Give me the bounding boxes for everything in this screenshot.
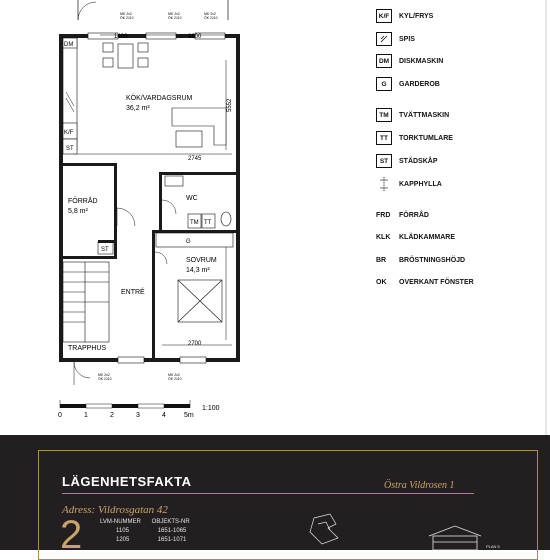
room-storage-area: 5,8 m² (68, 208, 88, 215)
legend-item (376, 53, 443, 69)
window-label: MK 2x2 (168, 12, 180, 16)
legend-item (376, 252, 465, 268)
room-kitchen-name: KÖK/VARDAGSRUM (126, 95, 193, 102)
facts-table (100, 519, 190, 546)
legend-abbr: KLK (376, 233, 391, 241)
table-header-cell: LVM-NUMMER (100, 519, 141, 525)
legend-label: FÖRRÅD (399, 211, 429, 219)
scale-bar (60, 400, 190, 408)
legend-label: TVÄTTMASKIN (399, 111, 450, 119)
window-label: MK 2x2 (98, 373, 110, 377)
dimension-label: 5552 (227, 98, 233, 112)
table-header-cell: OBJEKTS-NR (151, 519, 190, 525)
table-cell: 1651-1065 (157, 528, 187, 534)
legend-label: KYL/FRYS (399, 12, 434, 20)
project-name: Östra Vildrosen 1 (384, 480, 455, 491)
legend-label: KAPPHYLLA (399, 180, 442, 188)
legend-item (376, 207, 429, 223)
legend-label: DISKMASKIN (399, 57, 444, 65)
address: Adress: Vildrosgatan 42 (62, 504, 168, 516)
scale-tick: 2 (110, 412, 114, 419)
room-entrance-name: ENTRÉ (121, 289, 145, 296)
room-wc-name: WC (186, 195, 198, 202)
legend-item (376, 153, 438, 169)
bed (178, 280, 222, 322)
table-header (100, 519, 190, 528)
coat-rack-icon (376, 177, 392, 191)
room-count: 2 (60, 513, 83, 557)
legend-abbr: BR (376, 256, 387, 264)
legend-abbr: OK (376, 278, 387, 286)
staircase (63, 262, 109, 342)
window-label: MK 2x2 (120, 12, 132, 16)
legend-item (376, 176, 442, 192)
legend-item (376, 229, 455, 245)
table-cell: 1205 (116, 537, 130, 543)
legend-item (376, 76, 440, 92)
tag-g: G (186, 239, 191, 245)
scale-tick: 3 (136, 412, 140, 419)
legend-item (376, 130, 453, 146)
window-label: ÖK 2110 (120, 16, 134, 20)
tag-st: ST (66, 146, 74, 152)
scale-tick: 5m (184, 412, 194, 419)
room-kitchen-area: 36,2 m² (126, 105, 150, 112)
window-label: MK 2x2 (168, 373, 180, 377)
scale-tick: 4 (162, 412, 166, 419)
window-label: ÖK 2110 (98, 377, 112, 381)
building-icon (425, 522, 485, 550)
facts-divider (62, 493, 474, 494)
legend-box: TM (376, 108, 392, 122)
tag-dm: DM (64, 42, 74, 48)
tag-kf: K/F (64, 130, 74, 136)
legend-label: KLÄDKAMMARE (399, 233, 455, 241)
dimension-label: 2600 (188, 34, 202, 40)
table-row (100, 528, 190, 537)
scale-ratio: 1:100 (202, 405, 220, 412)
facts-title: LÄGENHETSFAKTA (62, 474, 192, 489)
scale-tick: 1 (84, 412, 88, 419)
legend-label: STÄDSKÅP (399, 157, 438, 165)
legend-label: OVERKANT FÖNSTER (399, 278, 474, 286)
legend-label: TORKTUMLARE (399, 134, 453, 142)
scale-tick: 0 (58, 412, 62, 419)
room-bedroom-name: SOVRUM (186, 257, 217, 264)
legend-box: ST (376, 154, 392, 168)
dining-table (103, 43, 148, 68)
table-row (100, 537, 190, 546)
legend-box: DM (376, 54, 392, 68)
legend-label: GARDEROB (399, 80, 440, 88)
legend-item (376, 31, 415, 47)
dimension-label: 2700 (188, 341, 202, 347)
window-label: ÖK 2110 (168, 16, 182, 20)
tag-tm: TM (190, 220, 199, 226)
room-storage-name: FÖRRÅD (68, 198, 98, 205)
room-stairwell-name: TRAPPHUS (68, 345, 107, 352)
legend-label: BRÖSTNINGSHÖJD (399, 256, 466, 264)
dimension-label: 2745 (188, 156, 202, 162)
dimension-label: 1400 (114, 34, 128, 40)
legend-abbr: FRD (376, 211, 391, 219)
legend-box: G (376, 77, 392, 91)
window-label: ÖK 2110 (204, 16, 218, 20)
room-bedroom-area: 14,3 m² (186, 267, 210, 274)
tag-st2: ST (101, 247, 109, 253)
key-plan (300, 510, 360, 550)
legend-item (376, 274, 474, 290)
window-label: MK 2x2 (204, 12, 216, 16)
legend-box: K/F (376, 9, 392, 23)
legend-label: SPIS (399, 35, 415, 43)
table-cell: 1105 (116, 528, 129, 534)
stove-icon (376, 32, 392, 46)
sofa (172, 108, 226, 147)
plan-label: PLAN 5 (486, 544, 500, 549)
window-label: ÖK 2110 (168, 377, 182, 381)
legend-box: TT (376, 131, 392, 145)
table-cell: 1651-1071 (157, 537, 187, 543)
legend-item (376, 8, 433, 24)
legend-item (376, 107, 449, 123)
tag-tt: TT (204, 220, 212, 226)
